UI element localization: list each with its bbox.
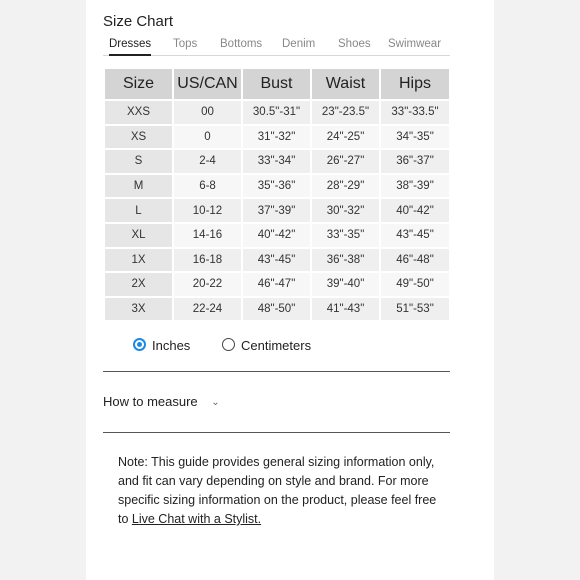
table-cell: 36"-37" [380, 149, 450, 174]
tab-denim[interactable]: Denim [282, 38, 316, 50]
table-row [104, 125, 450, 150]
tab-swimwear[interactable]: Swimwear [388, 38, 442, 50]
how-to-measure-label: How to measure [103, 394, 198, 409]
size-cell: 2X [104, 272, 173, 297]
table-cell: 46"-47" [242, 272, 311, 297]
table-cell: 41"-43" [311, 297, 380, 322]
column-header: Waist [311, 68, 380, 100]
table-cell: 28"-29" [311, 174, 380, 199]
size-cell: XL [104, 223, 173, 248]
column-header: Hips [380, 68, 450, 100]
table-cell: 00 [173, 100, 242, 125]
table-cell: 43"-45" [242, 248, 311, 273]
size-cell: M [104, 174, 173, 199]
unit-label: Inches [152, 338, 191, 353]
table-cell: 39"-40" [311, 272, 380, 297]
table-cell: 43"-45" [380, 223, 450, 248]
page-title: Size Chart [103, 13, 174, 30]
table-row [104, 149, 450, 174]
table-cell: 30.5"-31" [242, 100, 311, 125]
table-cell: 14-16 [173, 223, 242, 248]
table-cell: 51"-53" [380, 297, 450, 322]
chevron-down-icon: ⌄ [211, 397, 220, 408]
radio-unselected-icon[interactable] [222, 338, 235, 351]
table-row [104, 248, 450, 273]
size-cell: S [104, 149, 173, 174]
table-header-row [104, 68, 450, 100]
size-cell: 3X [104, 297, 173, 322]
table-row [104, 198, 450, 223]
table-cell: 40"-42" [380, 198, 450, 223]
live-chat-link[interactable]: Live Chat with a Stylist. [131, 512, 262, 526]
table-row [104, 174, 450, 199]
table-cell: 30"-32" [311, 198, 380, 223]
table-cell: 23"-23.5" [311, 100, 380, 125]
table-cell: 6-8 [173, 174, 242, 199]
table-cell: 33"-34" [242, 149, 311, 174]
note-text: This guide provides general sizing information only, and fit can vary depending on style and brand. For more specific sizing information on the product, please feel free to [118, 455, 437, 526]
table-cell: 35"-36" [242, 174, 311, 199]
table-cell: 34"-35" [380, 125, 450, 150]
sizing-note [118, 453, 448, 529]
divider [103, 432, 450, 433]
table-cell: 33"-35" [311, 223, 380, 248]
unit-label: Centimeters [241, 338, 312, 353]
size-cell: XS [104, 125, 173, 150]
table-cell: 31"-32" [242, 125, 311, 150]
size-cell: L [104, 198, 173, 223]
table-row [104, 100, 450, 125]
table-cell: 26"-27" [311, 149, 380, 174]
column-header: Bust [242, 68, 311, 100]
size-table [103, 67, 451, 322]
tab-shoes[interactable]: Shoes [338, 38, 371, 50]
table-cell: 2-4 [173, 149, 242, 174]
column-header: Size [104, 68, 173, 100]
table-row [104, 297, 450, 322]
table-row [104, 223, 450, 248]
category-tabs [103, 37, 450, 56]
table-cell: 20-22 [173, 272, 242, 297]
table-cell: 38"-39" [380, 174, 450, 199]
note-label: Note: [118, 455, 148, 469]
table-cell: 37"-39" [242, 198, 311, 223]
table-cell: 49"-50" [380, 272, 450, 297]
table-cell: 24"-25" [311, 125, 380, 150]
tab-tops[interactable]: Tops [173, 38, 198, 50]
table-cell: 40"-42" [242, 223, 311, 248]
table-row [104, 272, 450, 297]
table-cell: 0 [173, 125, 242, 150]
how-to-measure-toggle[interactable] [103, 394, 220, 409]
size-cell: 1X [104, 248, 173, 273]
column-header: US/CAN [173, 68, 242, 100]
divider [103, 371, 450, 372]
table-cell: 16-18 [173, 248, 242, 273]
radio-selected-icon[interactable] [133, 338, 146, 351]
table-cell: 46"-48" [380, 248, 450, 273]
tab-bottoms[interactable]: Bottoms [220, 38, 263, 50]
table-cell: 10-12 [173, 198, 242, 223]
table-cell: 48"-50" [242, 297, 311, 322]
table-cell: 33"-33.5" [380, 100, 450, 125]
size-cell: XXS [104, 100, 173, 125]
table-cell: 36"-38" [311, 248, 380, 273]
tab-dresses[interactable]: Dresses [109, 37, 151, 56]
table-cell: 22-24 [173, 297, 242, 322]
